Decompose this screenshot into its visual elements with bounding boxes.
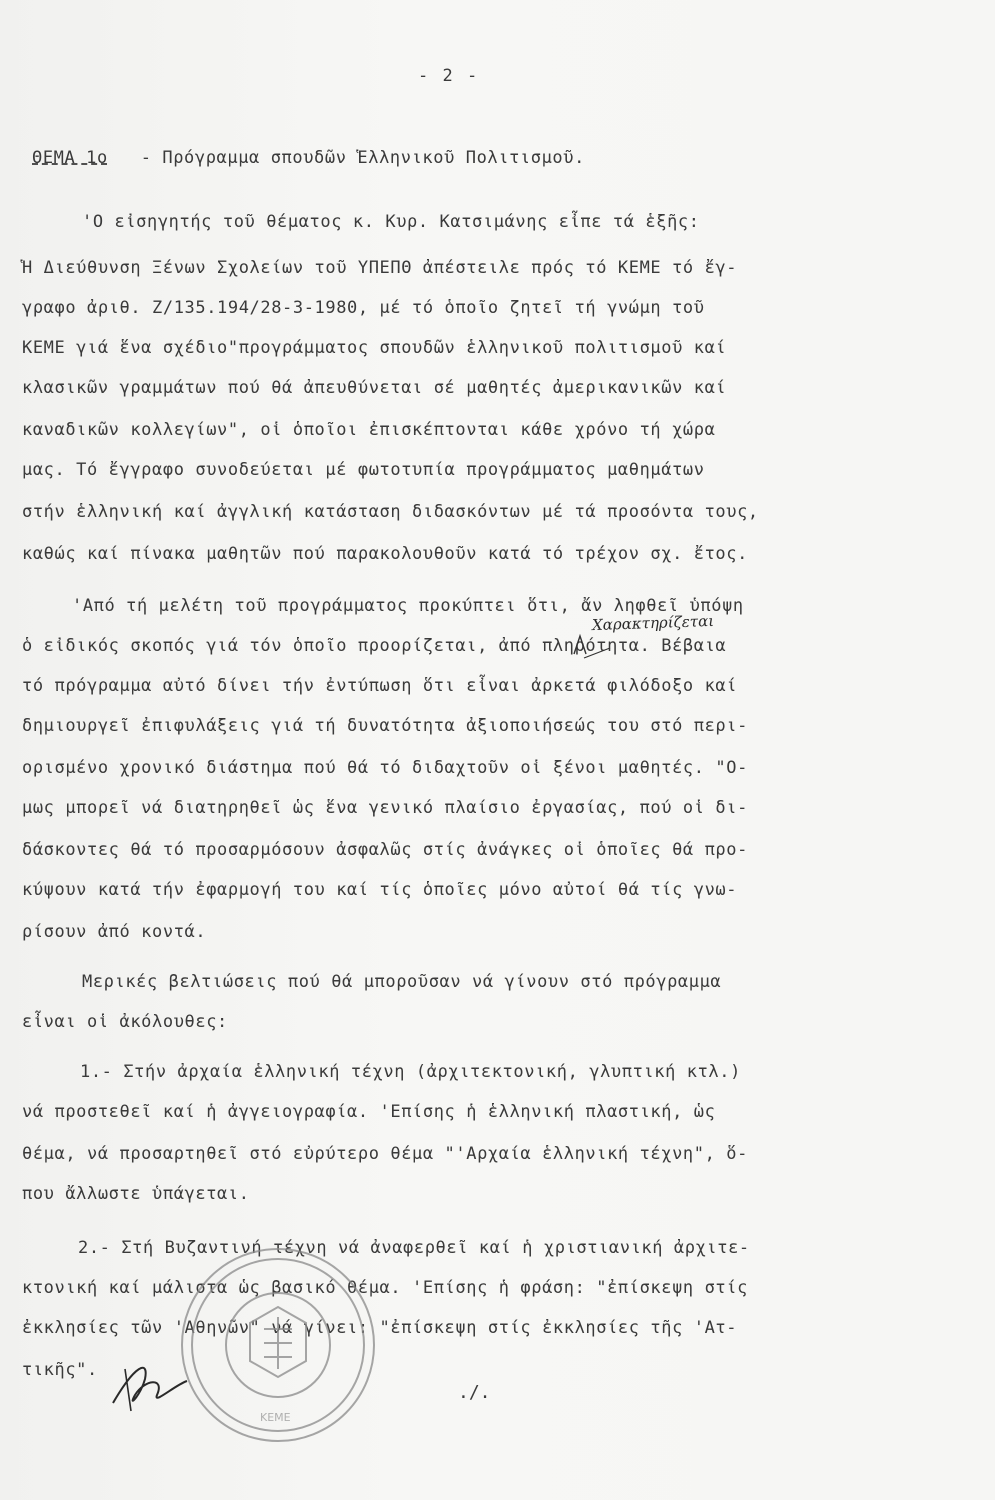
paragraph-line: ΚΕΜΕ γιά ἕνα σχέδιο"προγράμματος σπουδῶν ἑλληνικοῦ πολιτισμοῦ καί: [22, 338, 727, 358]
paragraph-line: 'Ο εἰσηγητής τοῦ θέματος κ. Κυρ. Κατσιμάνης εἶπε τά ἑξῆς:: [82, 212, 700, 232]
paragraph-line: καθώς καί πίνακα μαθητῶν πού παρακολουθοῦν κατά τό τρέχον σχ. ἔτος.: [22, 544, 748, 564]
paragraph-line: ρίσουν ἀπό κοντά.: [22, 922, 207, 942]
paragraph-line: Ἡ Διεύθυνση Ξένων Σχολείων τοῦ ΥΠΕΠΘ ἀπέστειλε πρός τό ΚΕΜΕ τό ἔγ-: [22, 258, 738, 278]
paragraph-line: κύψουν κατά τήν ἐφαρμογή του καί τίς ὁποῖες μόνο αὐτοί θά τίς γνω-: [22, 880, 738, 900]
handwritten-note: Χαρακτηρίζεται: [591, 611, 715, 635]
topic-label: ΘΕΜΑ 1ο: [32, 148, 108, 168]
page-number: - 2 -: [418, 66, 480, 86]
stamp-text: ΚΕΜΕ: [260, 1411, 291, 1424]
list-item-line: νά προστεθεῖ καί ἡ ἀγγειογραφία. 'Επίσης ἡ ἑλληνική πλαστική, ὡς: [22, 1102, 716, 1122]
paragraph-line: κλασικῶν γραμμάτων πού θά ἀπευθύνεται σέ μαθητές ἀμερικανικῶν καί: [22, 378, 727, 398]
list-item-line: ἐκκλησίες τῶν 'Αθηνῶν" νά γίνει: "ἐπίσκεψη στίς ἐκκλησίες τῆς 'Ατ-: [22, 1318, 738, 1338]
end-mark: ./.: [458, 1382, 491, 1403]
paragraph-line: μας. Τό ἔγγραφο συνοδεύεται μέ φωτοτυπία προγράμματος μαθημάτων: [22, 460, 705, 480]
topic-title: - Πρόγραμμα σπουδῶν Ἑλληνικοῦ Πολιτισμοῦ.: [140, 148, 585, 168]
insertion-mark-icon: [570, 628, 620, 668]
paragraph-line: τό πρόγραμμα αὐτό δίνει τήν ἐντύπωση ὅτι εἶναι ἀρκετά φιλόδοξο καί: [22, 676, 738, 696]
signature-icon: [105, 1355, 195, 1415]
paragraph-line: δάσκοντες θά τό προσαρμόσουν ἀσφαλῶς στίς ἀνάγκες οἱ ὁποῖες θά προ-: [22, 840, 748, 860]
paragraph-line: εἶναι οἱ ἀκόλουθες:: [22, 1012, 228, 1032]
paragraph-line: 'Από τή μελέτη τοῦ προγράμματος προκύπτει ὅτι, ἄν ληφθεῖ ὑπόψη: [72, 596, 744, 616]
paragraph-line: στήν ἑλληνική καί ἀγγλική κατάσταση διδασκόντων μέ τά προσόντα τους,: [22, 502, 759, 522]
paragraph-line: ορισμένο χρονικό διάστημα πού θά τό διδαχτοῦν οἱ ξένοι μαθητές. "Ο-: [22, 758, 748, 778]
official-stamp-icon: [168, 1225, 388, 1455]
list-item-line: που ἄλλωστε ὑπάγεται.: [22, 1184, 250, 1204]
list-item-line: τικῆς".: [22, 1360, 98, 1380]
list-item-line: θέμα, νά προσαρτηθεῖ στό εὐρύτερο θέμα "'Αρχαία ἑλληνική τέχνη", ὅ-: [22, 1144, 748, 1164]
paragraph-line: μως μπορεῖ νά διατηρηθεῖ ὡς ἕνα γενικό πλαίσιο ἐργασίας, πού οἱ δι-: [22, 798, 748, 818]
paragraph-line: καναδικῶν κολλεγίων", οἱ ὁποῖοι ἐπισκέπτονται κάθε χρόνο τή χώρα: [22, 420, 716, 440]
paragraph-line: γραφο ἀριθ. Ζ/135.194/28-3-1980, μέ τό ὁποῖο ζητεῖ τή γνώμη τοῦ: [22, 298, 705, 318]
paragraph-line: Μερικές βελτιώσεις πού θά μποροῦσαν νά γίνουν στό πρόγραμμα: [82, 972, 722, 992]
list-item-line: 1.- Στήν ἀρχαία ἑλληνική τέχνη (ἀρχιτεκτονική, γλυπτική κτλ.): [80, 1062, 741, 1082]
list-item-line: κτονική καί μάλιστα ὡς βασικό θέμα. 'Επίσης ἡ φράση: "ἐπίσκεψη στίς: [22, 1278, 748, 1298]
paragraph-line: δημιουργεῖ ἐπιφυλάξεις γιά τή δυνατότητα ἀξιοποιήσεώς του στό περι-: [22, 716, 748, 736]
paragraph-line: ὁ εἰδικός σκοπός γιά τόν ὁποῖο προορίζεται, ἀπό πληρότητα. Βέβαια: [22, 636, 727, 656]
list-item-line: 2.- Στή Βυζαντινή τέχνη νά ἀναφερθεῖ καί ἡ χριστιανική ἀρχιτε-: [78, 1238, 750, 1258]
topic-heading: [32, 148, 585, 168]
